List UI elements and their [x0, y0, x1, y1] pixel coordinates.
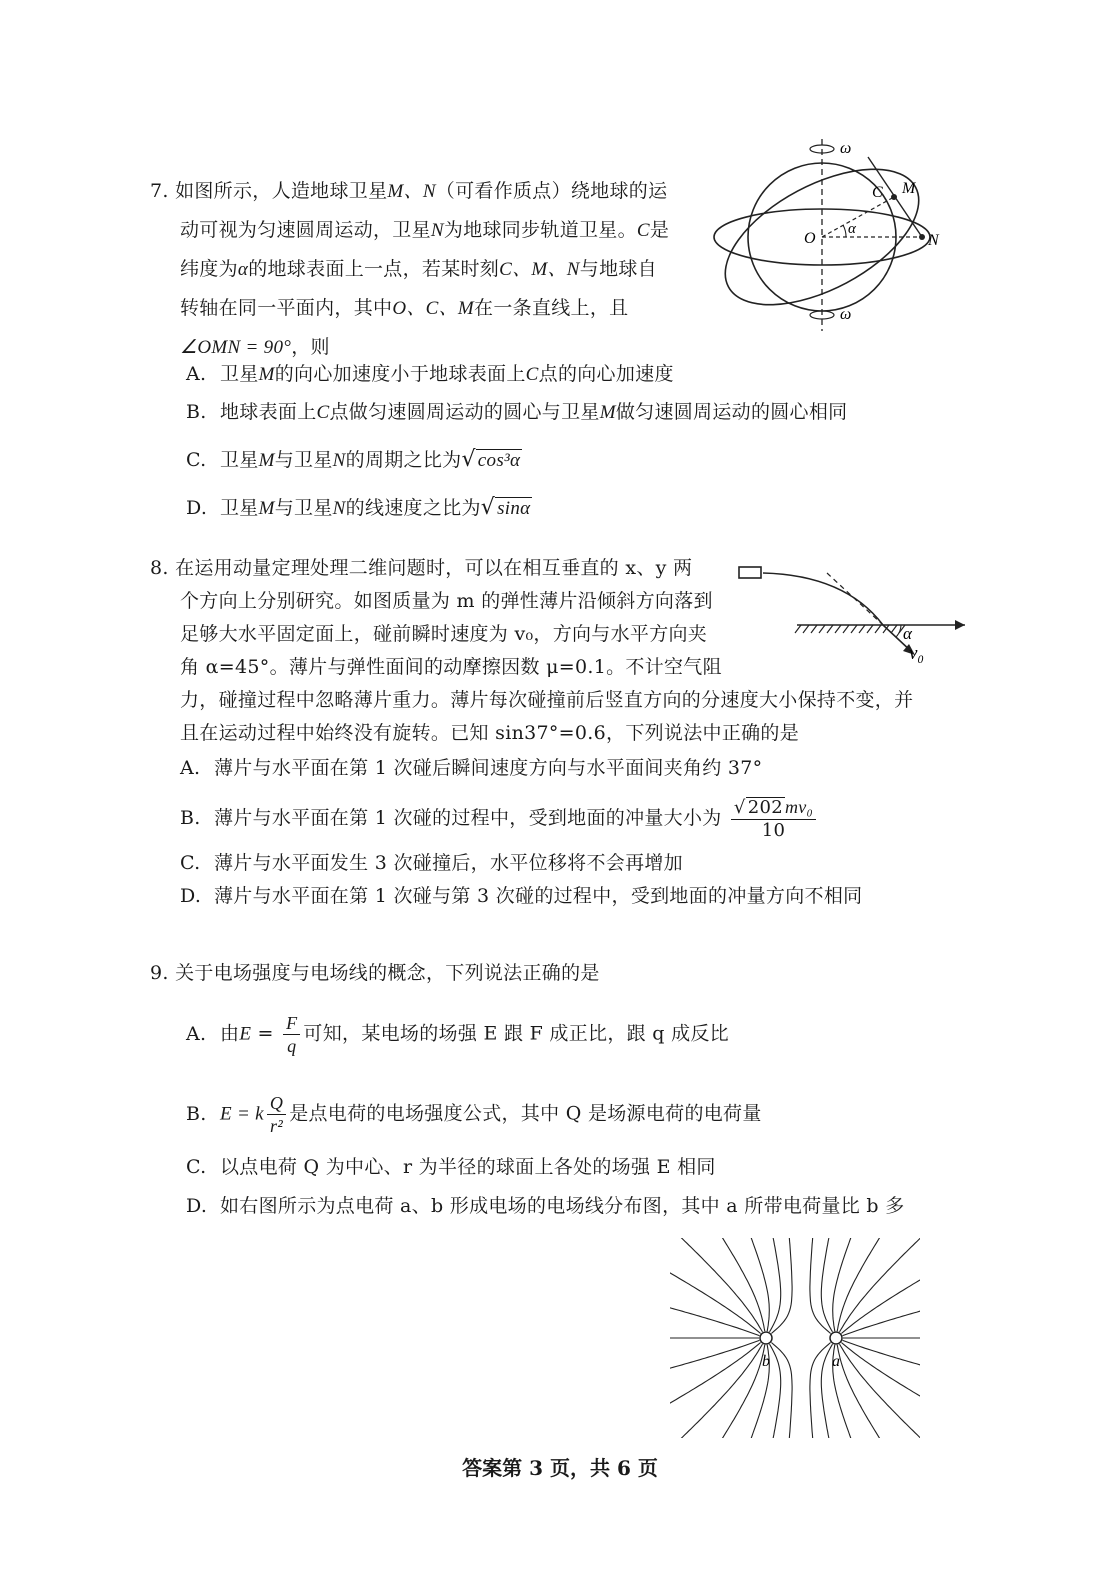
field-line	[837, 1238, 880, 1331]
field-line	[810, 1343, 831, 1439]
label-m: M	[902, 180, 916, 197]
q8-option-c: C. 薄片与水平面发生 3 次碰撞后，水平位移将不会再增加	[180, 852, 683, 874]
field-line	[680, 1238, 762, 1332]
field-line	[840, 1344, 921, 1438]
q8-option-a: A. 薄片与水平面在第 1 次碰后瞬间速度方向与水平面间夹角约 37°	[180, 757, 763, 779]
field-line	[821, 1238, 832, 1332]
q8-stem: 8. 在运用动量定理处理二维问题时，可以在相互垂直的 x、y 两 个方向上分别研究。如图质量为 m 的弹性薄片沿倾斜方向落到 足够大水平固定面上，碰前瞬时速度为 v₀，方向与水平方向夹 角 α=45°。薄片与弹性面间的动摩擦因数 μ=0.1。不计空气阻 力，碰撞过程中忽略薄片重力。薄片每次碰撞前后竖直方向的分速度大小保持不变，并 且在运动过程中始终没有旋转。已知 sin37°=0.6，下列说法中正确的是	[150, 552, 950, 750]
label-alpha: α	[848, 221, 856, 237]
field-line	[810, 1238, 831, 1334]
omega-bottom-label: ω	[840, 306, 852, 323]
label-b: b	[762, 1353, 770, 1370]
field-line	[840, 1238, 921, 1332]
field-line	[680, 1344, 762, 1438]
field-line	[770, 1344, 781, 1438]
q7-satellite-orbit-figure	[700, 135, 960, 335]
label-n: N	[928, 232, 939, 249]
q9-option-a: A. 由E = $\frac{F}{q}$ 可知，某电场的场强 E 跟 F 成正比，跟 q 成反比	[186, 1013, 729, 1056]
field-line	[722, 1345, 765, 1438]
q9-stem: 9. 关于电场强度与电场线的概念，下列说法正确的是	[150, 962, 600, 984]
e-equals-f-over-q: $\frac{F}{q}$	[283, 1012, 300, 1057]
q8-collision-figure	[735, 555, 970, 675]
q8-option-d: D. 薄片与水平面在第 1 次碰与第 3 次碰的过程中，受到地面的冲量方向不相同	[180, 885, 863, 907]
omega-top-label: ω	[840, 140, 852, 157]
q8-number: 8.	[150, 557, 169, 579]
label-o: O	[804, 230, 816, 247]
label-c: C	[872, 184, 883, 201]
e-equals-kq-over-r2: $\frac{Q}{\text{r²}}$	[267, 1092, 286, 1137]
field-line	[841, 1343, 920, 1397]
q9-field-lines-figure	[670, 1238, 920, 1438]
q7-stem: 7. 如图所示，人造地球卫星M、N（可看作质点）绕地球的运 动可视为匀速圆周运动，卫星N为地球同步轨道卫星。C是 纬度为α的地球表面上一点，若某时刻C、M、N与地球自 转轴在同一平面内，其中O、C、M在一条直线上，且 ∠OMN = 90°，则	[150, 172, 710, 367]
field-line	[771, 1343, 792, 1439]
q8-option-b: B. 薄片与水平面在第 1 次碰的过程中，受到地面的冲量大小为 $\frac{\text{√ 202 mv₀}}{10}$	[180, 796, 819, 842]
charge-a	[830, 1332, 842, 1344]
q7-option-c: C. 卫星M与卫星N的周期之比为√ cos³α	[186, 447, 521, 472]
q7-option-a: A. 卫星M的向心加速度小于地球表面上C点的向心加速度	[186, 363, 674, 385]
label-a: a	[832, 1353, 840, 1370]
q7-option-d: D. 卫星M与卫星N的线速度之比为√ sinα	[186, 495, 531, 520]
label-v0: v₀	[909, 643, 925, 664]
q9-option-d: D. 如右图所示为点电荷 a、b 形成电场的电场线分布图，其中 a 所带电荷量比 b 多	[186, 1195, 905, 1217]
q9-option-c: C. 以点电荷 Q 为中心、r 为半径的球面上各处的场强 E 相同	[186, 1156, 716, 1178]
field-line	[837, 1345, 880, 1438]
q7-option-b: B. 地球表面上C点做匀速圆周运动的圆心与卫星M做匀速圆周运动的圆心相同	[186, 401, 848, 423]
page-footer: 答案第 3 页，共 6 页	[462, 1456, 658, 1480]
field-line	[821, 1344, 832, 1438]
charge-b	[760, 1332, 772, 1344]
field-line	[722, 1238, 765, 1331]
q9-number: 9.	[150, 962, 169, 984]
field-line	[770, 1238, 781, 1332]
q9-option-b: B. E = k $\frac{Q}{\text{r²}}$ 是点电荷的电场强度公式，其中 Q 是场源电荷的电荷量	[186, 1093, 762, 1136]
q7-number: 7.	[150, 180, 169, 202]
field-line	[841, 1280, 920, 1334]
field-line	[771, 1238, 792, 1334]
label-alpha: α	[903, 624, 912, 643]
impulse-fraction: $\frac{\text{√ 202 mv₀}}{10}$	[731, 796, 816, 842]
